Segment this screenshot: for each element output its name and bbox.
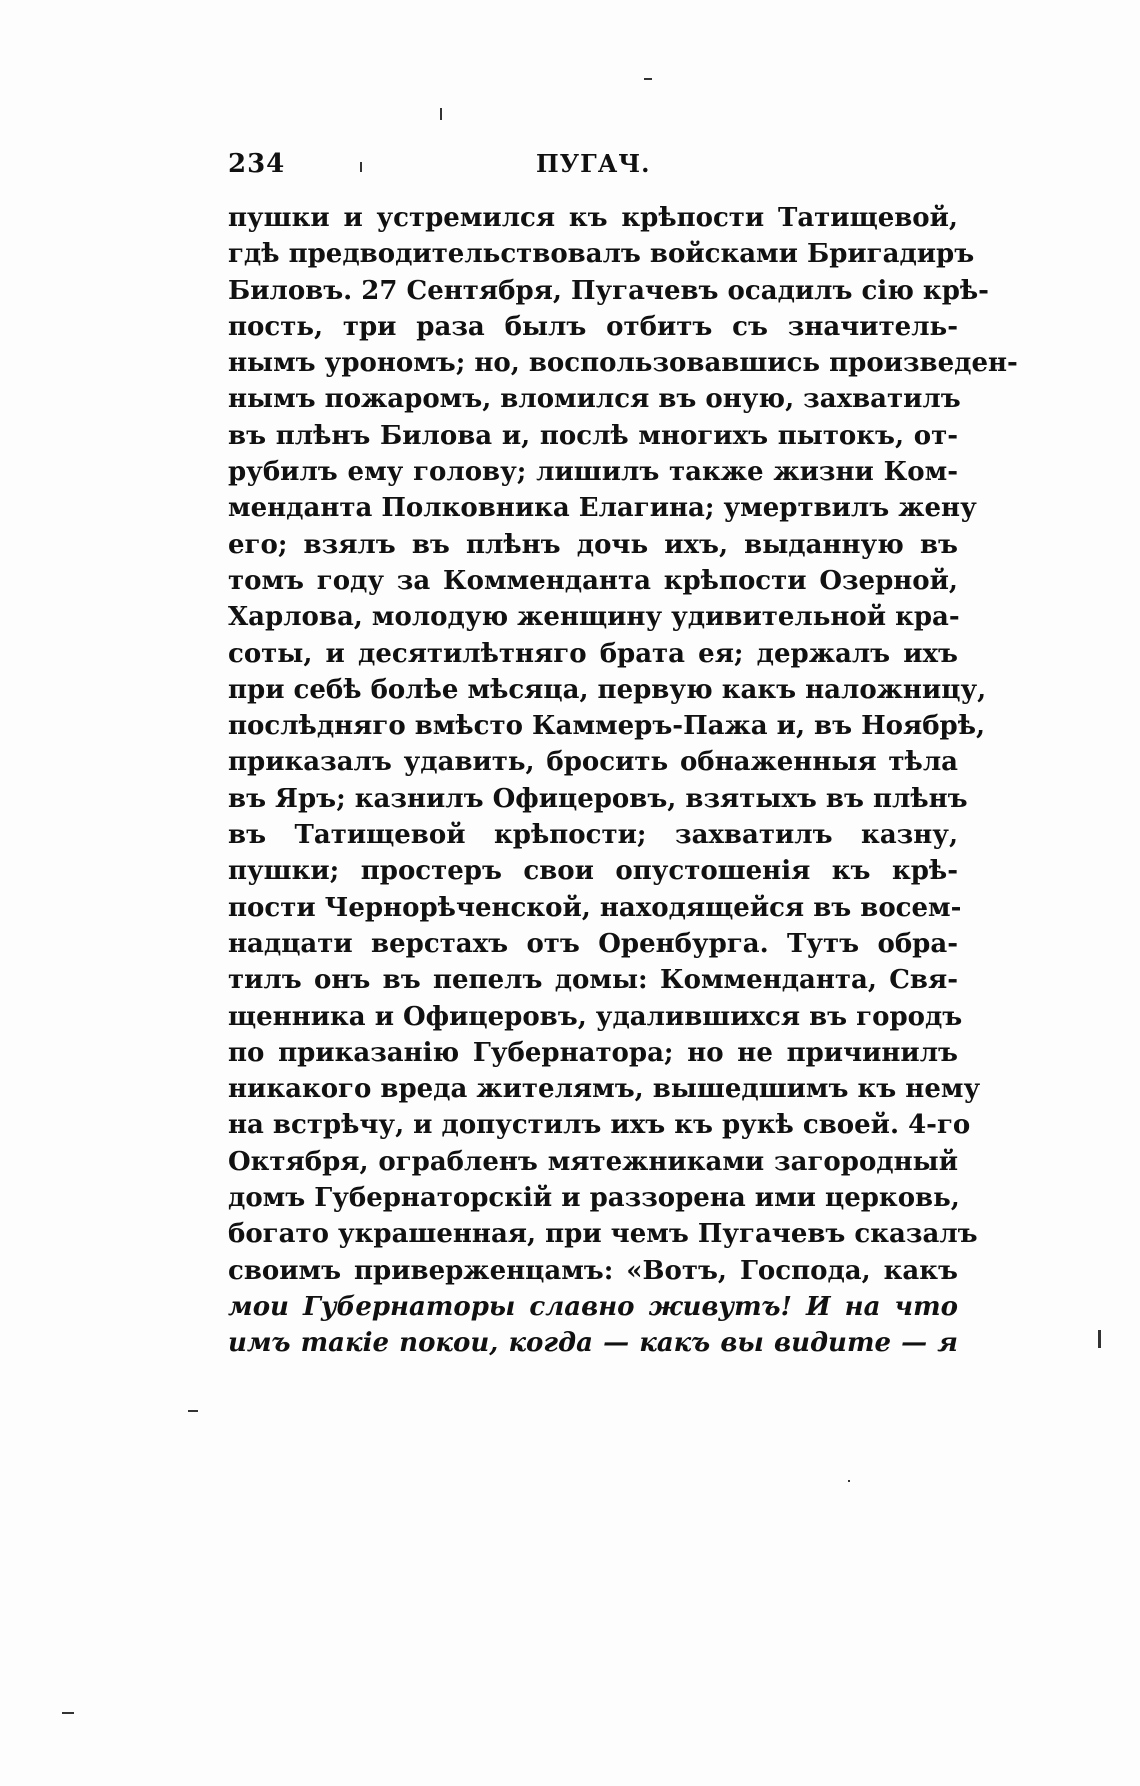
text-line: соты, и десятилѣтняго брата ея; держалъ ихъ [228,638,958,669]
text-line: пушки; простеръ свои опустошенія къ крѣ- [228,856,958,887]
text-line: домъ Губернаторскій и раззорена ими церковь, [228,1183,960,1214]
text-line: его; взялъ въ плѣнъ дочь ихъ, выданную въ [228,529,958,560]
text-line: пость, три раза былъ отбитъ съ значитель- [228,311,958,342]
text-line: рубилъ ему голову; лишилъ также жизни Ком- [228,457,958,488]
text-line: томъ году за Комменданта крѣпости Озерной, [228,565,958,596]
text-line: въ Яръ; казнилъ Офицеровъ, взятыхъ въ плѣнъ [228,783,968,814]
running-head: ПУГАЧ. [536,149,651,178]
page-number: 234 [228,149,286,179]
text-line: пости Чернорѣченской, находящейся въ восем- [228,892,962,923]
text-line: Биловъ. 27 Сентября, Пугачевъ осадилъ сію крѣ- [228,275,989,306]
text-line: въ Татищевой крѣпости; захватилъ казну, [228,820,958,851]
scan-speck [360,162,362,172]
text-line: тилъ онъ въ пепелъ домы: Комменданта, Свя- [228,965,958,996]
scan-speck [62,1712,74,1714]
text-line: по приказанію Губернатора; но не причинилъ [228,1037,958,1068]
text-line: щенника и Офицеровъ, удалившихся въ городъ [228,1001,963,1032]
text-line: послѣдняго вмѣсто Каммеръ-Пажа и, въ Ноябрѣ, [228,711,986,742]
scan-speck [188,1410,198,1412]
body-text [228,200,1018,1362]
text-line: на встрѣчу, и допустилъ ихъ къ рукѣ своей. 4-го [228,1110,971,1141]
scan-speck [848,1480,850,1482]
scan-speck [1098,1330,1101,1348]
text-line: никакого вреда жителямъ, вышедшимъ къ нему [228,1074,981,1105]
text-line: приказалъ удавить, бросить обнаженныя тѣла [228,747,958,778]
text-line: богато украшенная, при чемъ Пугачевъ сказалъ [228,1219,978,1250]
text-line: своимъ приверженцамъ: «Вотъ, Господа, какъ [228,1255,958,1286]
text-line: въ плѣнъ Билова и, послѣ многихъ пытокъ, от- [228,420,958,451]
text-line: имъ такіе покои, когда — какъ вы видите — я [228,1328,958,1359]
text-line: нымъ пожаромъ, вломился въ оную, захватилъ [228,384,961,415]
text-line: Харлова, молодую женщину удивительной кра- [228,602,960,633]
text-line: пушки и устремился къ крѣпости Татищевой, [228,203,958,233]
text-line: Октября, ограбленъ мятежниками загородный [228,1146,958,1177]
text-line: надцати верстахъ отъ Оренбурга. Тутъ обра- [228,928,958,959]
text-line: нымъ урономъ; но, воспользовавшись произведен- [228,348,1018,379]
scan-speck [644,78,652,80]
page-header [228,148,978,184]
text-line: гдѣ предводительствовалъ войсками Бригадиръ [228,239,975,270]
scan-speck [440,108,442,120]
text-line: менданта Полковника Елагина; умертвилъ жену [228,493,977,524]
text-line: мои Губернаторы славно живутъ! И на что [228,1291,958,1322]
text-line: при себѣ болѣе мѣсяца, первую какъ наложницу, [228,674,987,705]
